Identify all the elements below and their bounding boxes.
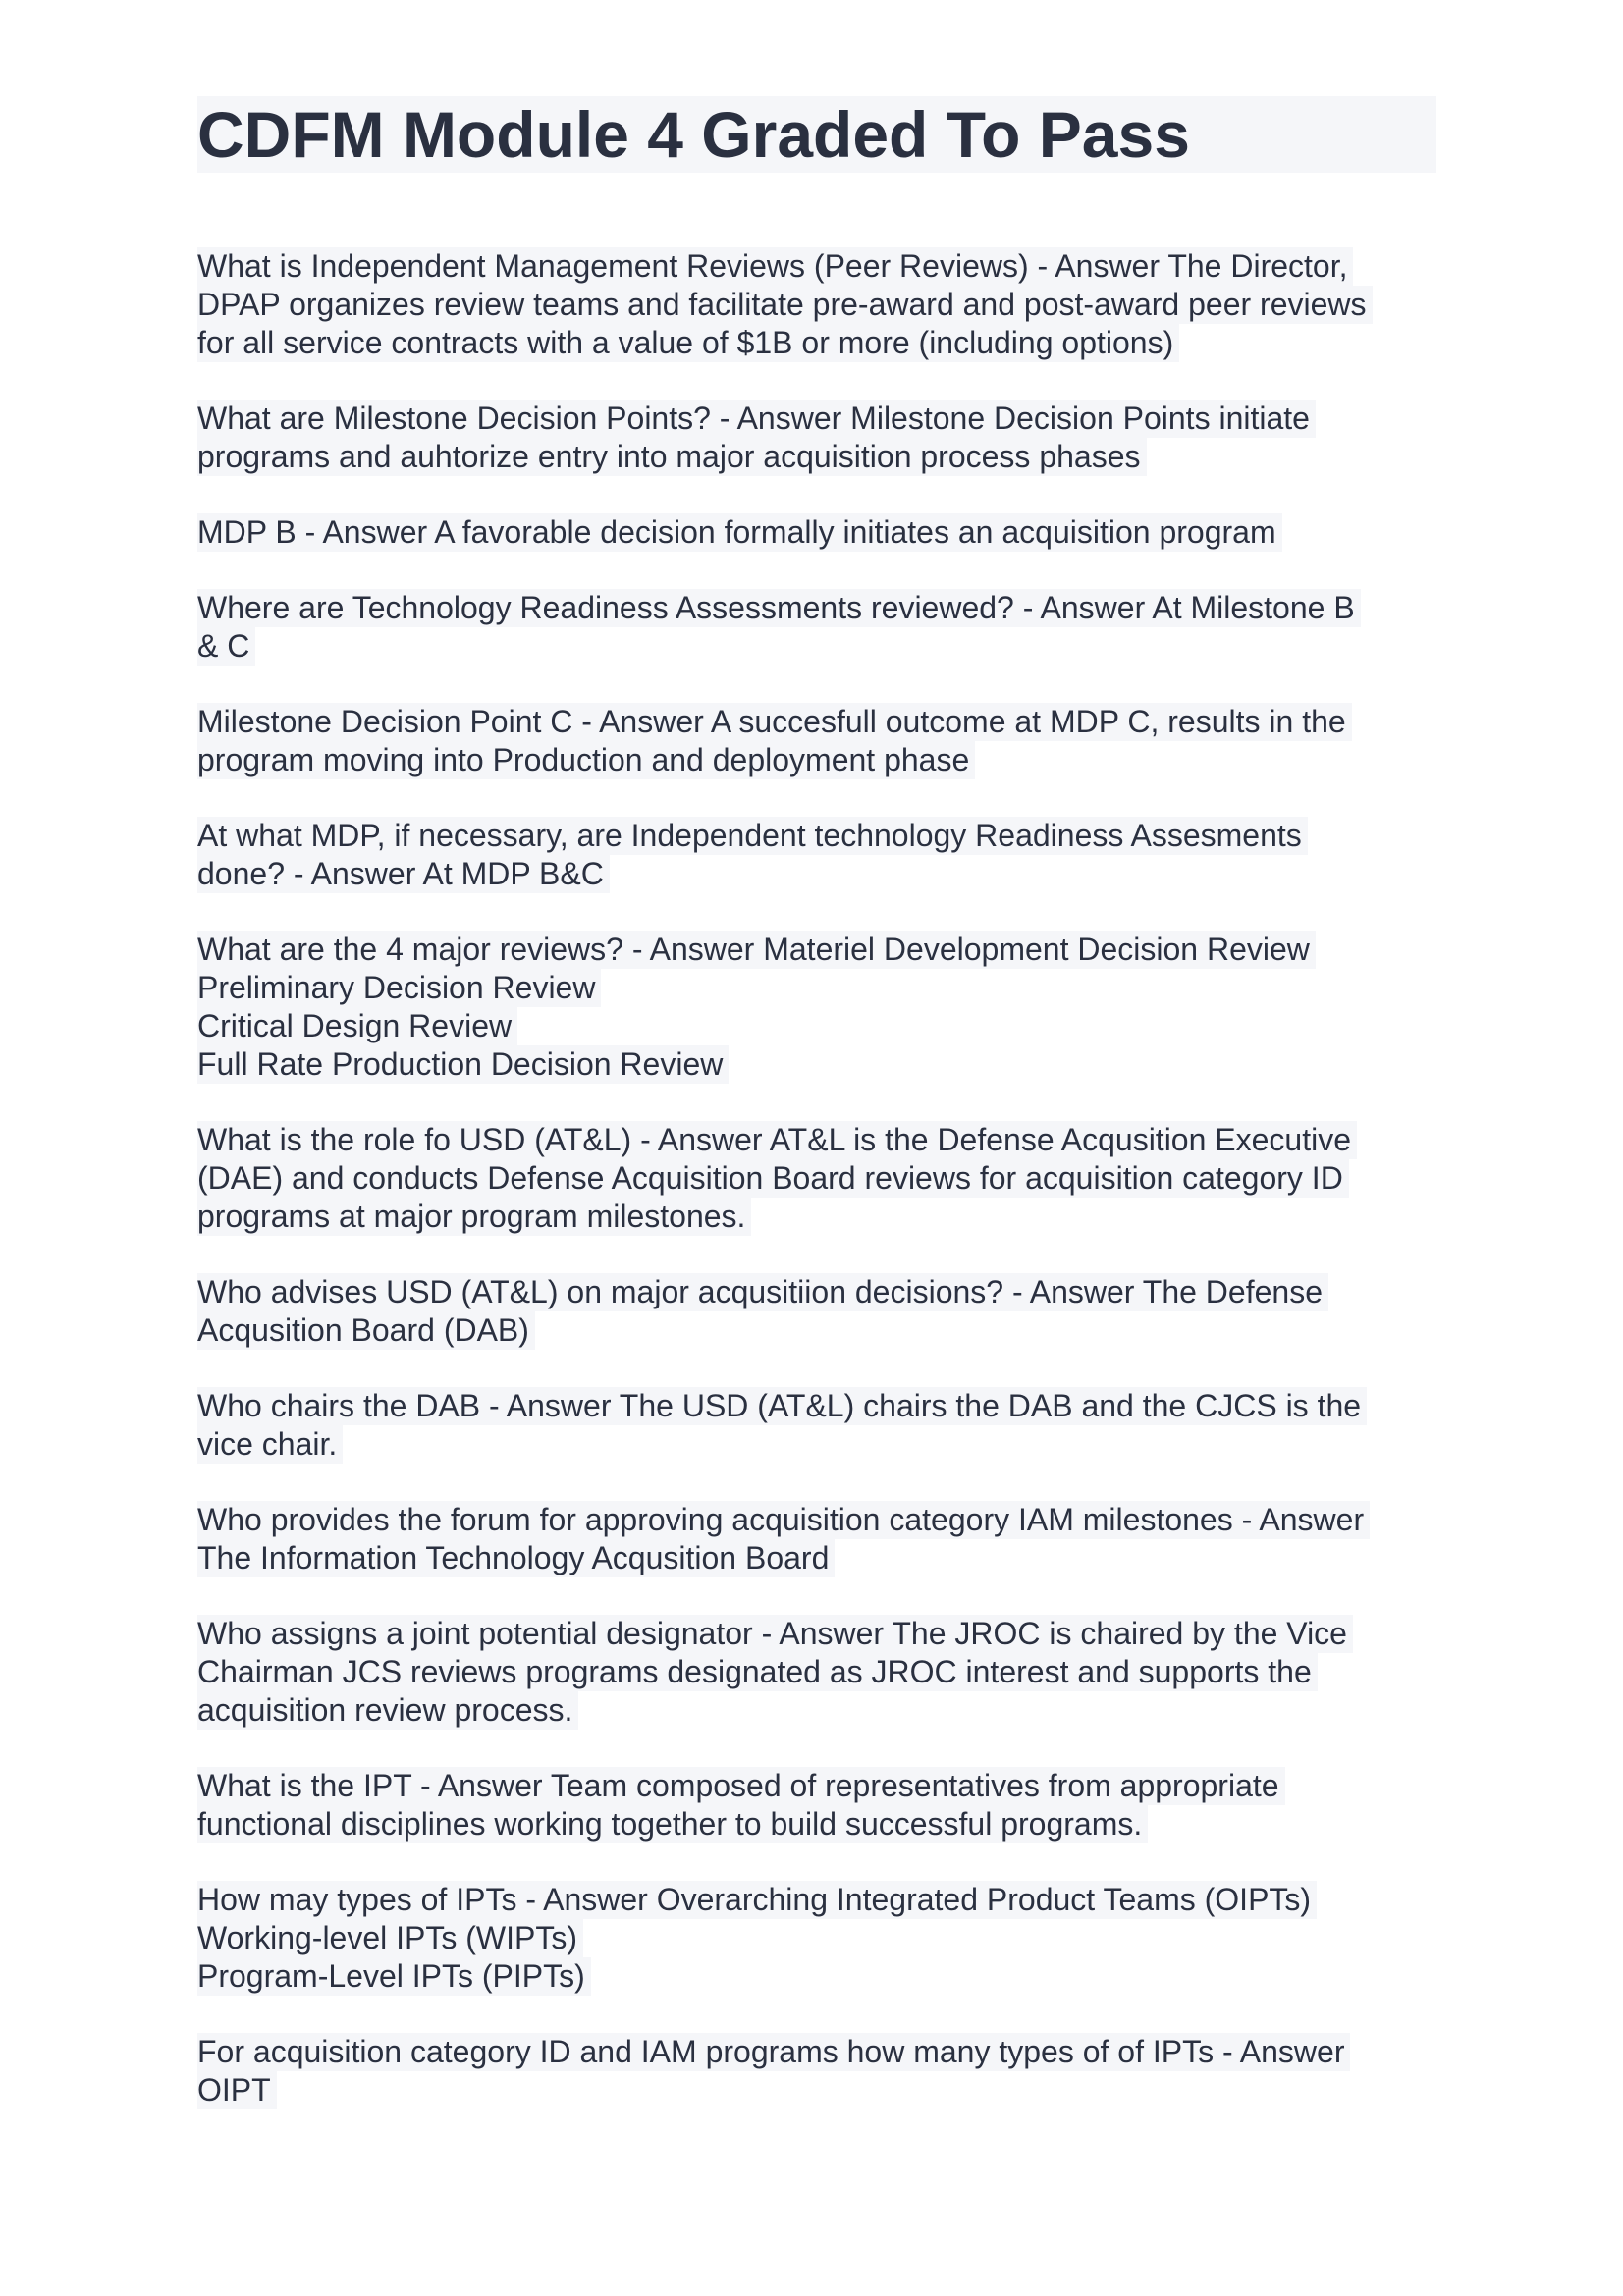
qa-line-wrap	[197, 1387, 1436, 1425]
qa-entry	[197, 1767, 1436, 1843]
qa-line: MDP B - Answer A favorable decision formally initiates an acquisition program	[197, 513, 1282, 552]
qa-line: What is the role fo USD (AT&L) - Answer AT&L is the Defense Acqusition Executive	[197, 1121, 1357, 1159]
qa-line-wrap	[197, 2071, 1436, 2109]
qa-line: Milestone Decision Point C - Answer A succesfull outcome at MDP C, results in the	[197, 703, 1352, 741]
qa-line-wrap	[197, 513, 1436, 552]
qa-line: Chairman JCS reviews programs designated as JROC interest and supports the	[197, 1653, 1318, 1691]
qa-line: acquisition review process.	[197, 1691, 578, 1730]
qa-line: vice chair.	[197, 1425, 343, 1464]
qa-line-wrap	[197, 855, 1436, 893]
qa-line: Working-level IPTs (WIPTs)	[197, 1919, 583, 1957]
qa-line-wrap	[197, 1767, 1436, 1805]
qa-line: How may types of IPTs - Answer Overarching Integrated Product Teams (OIPTs)	[197, 1881, 1317, 1919]
qa-line-wrap	[197, 1425, 1436, 1464]
qa-line: OIPT	[197, 2071, 277, 2109]
qa-line: programs and auhtorize entry into major acquisition process phases	[197, 438, 1147, 476]
qa-line: Who chairs the DAB - Answer The USD (AT&L) chairs the DAB and the CJCS is the	[197, 1387, 1367, 1425]
qa-line-wrap	[197, 1539, 1436, 1577]
qa-line: programs at major program milestones.	[197, 1198, 751, 1236]
qa-line: Who advises USD (AT&L) on major acqusitiion decisions? - Answer The Defense	[197, 1273, 1328, 1311]
qa-line-wrap	[197, 2033, 1436, 2071]
qa-line-wrap	[197, 969, 1436, 1007]
qa-line-wrap	[197, 1957, 1436, 1996]
qa-line-wrap	[197, 931, 1436, 969]
qa-line: What is the IPT - Answer Team composed of representatives from appropriate	[197, 1767, 1285, 1805]
qa-line-wrap	[197, 1615, 1436, 1653]
qa-line-wrap	[197, 286, 1436, 324]
qa-entry	[197, 1121, 1436, 1236]
qa-line-wrap	[197, 627, 1436, 666]
qa-line: Full Rate Production Decision Review	[197, 1045, 729, 1084]
qa-entry	[197, 1615, 1436, 1730]
qa-entry	[197, 817, 1436, 893]
qa-line: The Information Technology Acqusition Board	[197, 1539, 835, 1577]
qa-line: Critical Design Review	[197, 1007, 517, 1045]
qa-line: At what MDP, if necessary, are Independent technology Readiness Assesments	[197, 817, 1308, 855]
qa-line-wrap	[197, 324, 1436, 362]
qa-line-wrap	[197, 1653, 1436, 1691]
qa-line-wrap	[197, 1805, 1436, 1843]
qa-line: What is Independent Management Reviews (Peer Reviews) - Answer The Director,	[197, 247, 1353, 286]
document-page	[197, 96, 1436, 2147]
qa-line-wrap	[197, 1311, 1436, 1350]
qa-line-wrap	[197, 1919, 1436, 1957]
qa-line-wrap	[197, 817, 1436, 855]
qa-entry	[197, 589, 1436, 666]
qa-entry	[197, 1273, 1436, 1350]
qa-entry	[197, 1881, 1436, 1996]
qa-line-wrap	[197, 589, 1436, 627]
qa-line-wrap	[197, 1121, 1436, 1159]
qa-entry	[197, 1387, 1436, 1464]
qa-line: for all service contracts with a value of $1B or more (including options)	[197, 324, 1179, 362]
qa-line: functional disciplines working together to build successful programs.	[197, 1805, 1148, 1843]
qa-line: DPAP organizes review teams and facilitate pre-award and post-award peer reviews	[197, 286, 1373, 324]
qa-line-wrap	[197, 1501, 1436, 1539]
qa-line: & C	[197, 627, 255, 666]
qa-line: What are the 4 major reviews? - Answer Materiel Development Decision Review	[197, 931, 1316, 969]
qa-line-wrap	[197, 438, 1436, 476]
qa-line: Acqusition Board (DAB)	[197, 1311, 535, 1350]
qa-line-wrap	[197, 1159, 1436, 1198]
qa-line: For acquisition category ID and IAM programs how many types of of IPTs - Answer	[197, 2033, 1350, 2071]
qa-line-wrap	[197, 1198, 1436, 1236]
qa-line-wrap	[197, 741, 1436, 779]
qa-line-wrap	[197, 703, 1436, 741]
qa-line-wrap	[197, 1045, 1436, 1084]
qa-line-wrap	[197, 1007, 1436, 1045]
qa-line: done? - Answer At MDP B&C	[197, 855, 610, 893]
qa-line: Where are Technology Readiness Assessments reviewed? - Answer At Milestone B	[197, 589, 1361, 627]
qa-entry	[197, 247, 1436, 362]
qa-entry	[197, 931, 1436, 1084]
qa-line: (DAE) and conducts Defense Acquisition Board reviews for acquisition category ID	[197, 1159, 1349, 1198]
document-title: CDFM Module 4 Graded To Pass	[197, 96, 1436, 173]
qa-line: Preliminary Decision Review	[197, 969, 601, 1007]
qa-list	[197, 247, 1436, 2109]
qa-line-wrap	[197, 1273, 1436, 1311]
qa-entry	[197, 703, 1436, 779]
qa-line: Program-Level IPTs (PIPTs)	[197, 1957, 591, 1996]
qa-line-wrap	[197, 247, 1436, 286]
qa-line: Who provides the forum for approving acquisition category IAM milestones - Answer	[197, 1501, 1370, 1539]
qa-line: Who assigns a joint potential designator - Answer The JROC is chaired by the Vice	[197, 1615, 1353, 1653]
qa-line-wrap	[197, 400, 1436, 438]
qa-line: What are Milestone Decision Points? - Answer Milestone Decision Points initiate	[197, 400, 1316, 438]
qa-line: program moving into Production and deployment phase	[197, 741, 975, 779]
qa-line-wrap	[197, 1881, 1436, 1919]
qa-line-wrap	[197, 1691, 1436, 1730]
qa-entry	[197, 513, 1436, 552]
qa-entry	[197, 1501, 1436, 1577]
qa-entry	[197, 400, 1436, 476]
qa-entry	[197, 2033, 1436, 2109]
